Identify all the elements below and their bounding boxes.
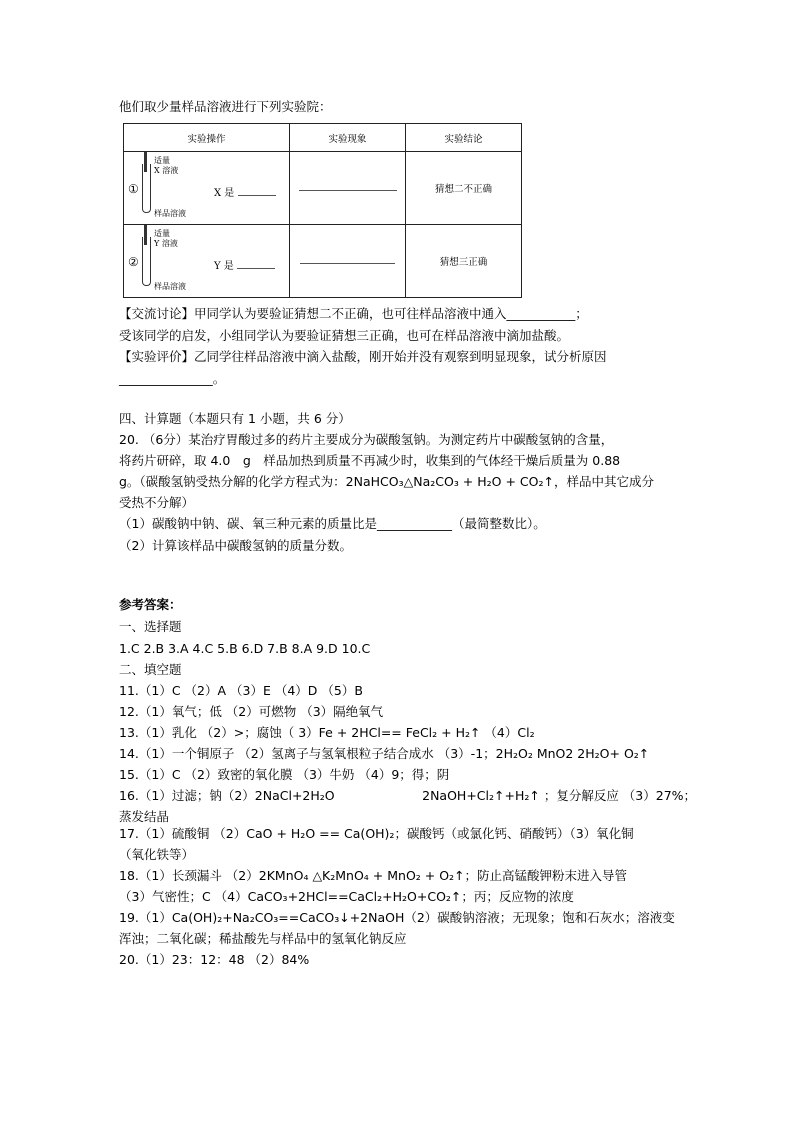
question-line: 受热不分解） bbox=[119, 495, 195, 510]
question-line: （2）计算该样品中碳酸氢钠的质量分数。 bbox=[119, 538, 352, 553]
answer-line: 20.（1）23：12：48 （2）84% bbox=[119, 952, 310, 967]
answer-line: （3）气密性；C （4）CaCO₃+2HCl==CaCl₂+H₂O+CO₂↑；丙；反应物的浓度 bbox=[119, 889, 574, 904]
discussion-line: 受该同学的启发，小组同学认为要验证猜想三正确，也可在样品溶液中滴加盐酸。 bbox=[119, 328, 570, 343]
answer-line: 11.（1）C （2）A （3）E （4）D （5）B bbox=[119, 683, 363, 698]
header-conclusion: 实验结论 bbox=[406, 124, 522, 152]
phenomenon-blank[interactable] bbox=[290, 152, 406, 225]
answer-line: 蒸发结晶 bbox=[119, 809, 170, 824]
table-header-row bbox=[124, 124, 522, 152]
conclusion-cell: 猜想三正确 bbox=[406, 225, 522, 298]
conclusion-cell: 猜想二不正确 bbox=[406, 152, 522, 225]
answer-line: 17.（1）硫酸铜 （2）CaO + H₂O == Ca(OH)₂；碳酸钙（或氯化钙、硝酸钙）（3）氧化铜 bbox=[119, 826, 634, 841]
answer-line: 19.（1）Ca(OH)₂+Na₂CO₃==CaCO₃↓+2NaOH（2）碳酸钠溶液；无现象；饱和石灰水；溶液变 bbox=[119, 910, 675, 925]
question-line: g。（碳酸氢钠受热分解的化学方程式为：2NaHCO₃△Na₂CO₃ + H₂O + CO₂↑，样品中其它成分 bbox=[119, 474, 654, 489]
answer-line: 二、填空题 bbox=[119, 662, 182, 677]
header-phenomenon: 实验现象 bbox=[290, 124, 406, 152]
phenomenon-blank[interactable] bbox=[290, 225, 406, 298]
question-line: 将药片研碎，取 4.0 g 样品加热到质量不再减少时，收集到的气体经干燥后质量为 0.88 bbox=[119, 453, 621, 468]
answer-line: 1.C 2.B 3.A 4.C 5.B 6.D 7.B 8.A 9.D 10.C bbox=[119, 641, 371, 656]
section4-title: 四、计算题（本题只有 1 小题，共 6 分） bbox=[119, 411, 351, 426]
answer-line: 一、选择题 bbox=[119, 619, 182, 634]
answer-line: 13.（1）乳化 （2）>；腐蚀（ 3）Fe + 2HCl== FeCl₂ + H₂↑ （4）Cl₂ bbox=[119, 725, 535, 740]
experiment-table bbox=[123, 123, 522, 298]
table-row bbox=[124, 225, 522, 298]
table-row bbox=[124, 152, 522, 225]
test-tube-diagram: ② 适量 Y 溶液 样品溶液 Y 是 bbox=[124, 225, 289, 297]
question-line: （1）碳酸钠中钠、碳、氧三种元素的质量比是____________（最简整数比）。 bbox=[119, 516, 546, 531]
answer-line: 16.（1）过滤；钠（2）2NaCl+2H₂O 2NaOH+Cl₂↑+H₂↑ ；复分解反应 （3）27%； bbox=[119, 788, 697, 803]
answer-line: 18.（1）长颈漏斗 （2）2KMnO₄ △K₂MnO₄ + MnO₂ + O₂↑；防止高锰酸钾粉末进入导管 bbox=[119, 868, 628, 883]
answers-title: 参考答案： bbox=[119, 597, 182, 612]
answer-line: （氧化铁等） bbox=[119, 847, 195, 862]
answer-line: 14.（1）一个铜原子 （2）氢离子与氢氧根粒子结合成水 （3）-1；2H₂O₂ MnO2 2H₂O+ O₂↑ bbox=[119, 746, 650, 761]
answer-line: 15.（1）C （2）致密的氧化膜 （3）牛奶 （4）9；得；阴 bbox=[119, 767, 450, 782]
question-line: 20. （6分）某治疗胃酸过多的药片主要成分为碳酸氢钠。为测定药片中碳酸氢钠的含量， bbox=[119, 432, 614, 447]
header-operation: 实验操作 bbox=[124, 124, 290, 152]
test-tube-icon bbox=[142, 237, 151, 286]
discussion-line: _______________。 bbox=[119, 371, 226, 386]
answer-line: 12.（1）氧气；低 （2）可燃物 （3）隔绝氧气 bbox=[119, 704, 384, 719]
intro-text: 他们取少量样品溶液进行下列实验院： bbox=[119, 99, 332, 114]
discussion-line: 【交流讨论】甲同学认为要验证猜想二不正确，也可往样品溶液中通入___________； bbox=[119, 306, 588, 321]
answer-line: 浑浊；二氧化碳；稀盐酸先与样品中的氢氧化钠反应 bbox=[119, 931, 407, 946]
test-tube-icon bbox=[142, 164, 151, 213]
test-tube-diagram: ① 适量 X 溶液 样品溶液 X 是 bbox=[124, 152, 289, 224]
discussion-line: 【实验评价】乙同学往样品溶液中滴入盐酸，刚开始并没有观察到明显现象，试分析原因 bbox=[119, 349, 607, 364]
